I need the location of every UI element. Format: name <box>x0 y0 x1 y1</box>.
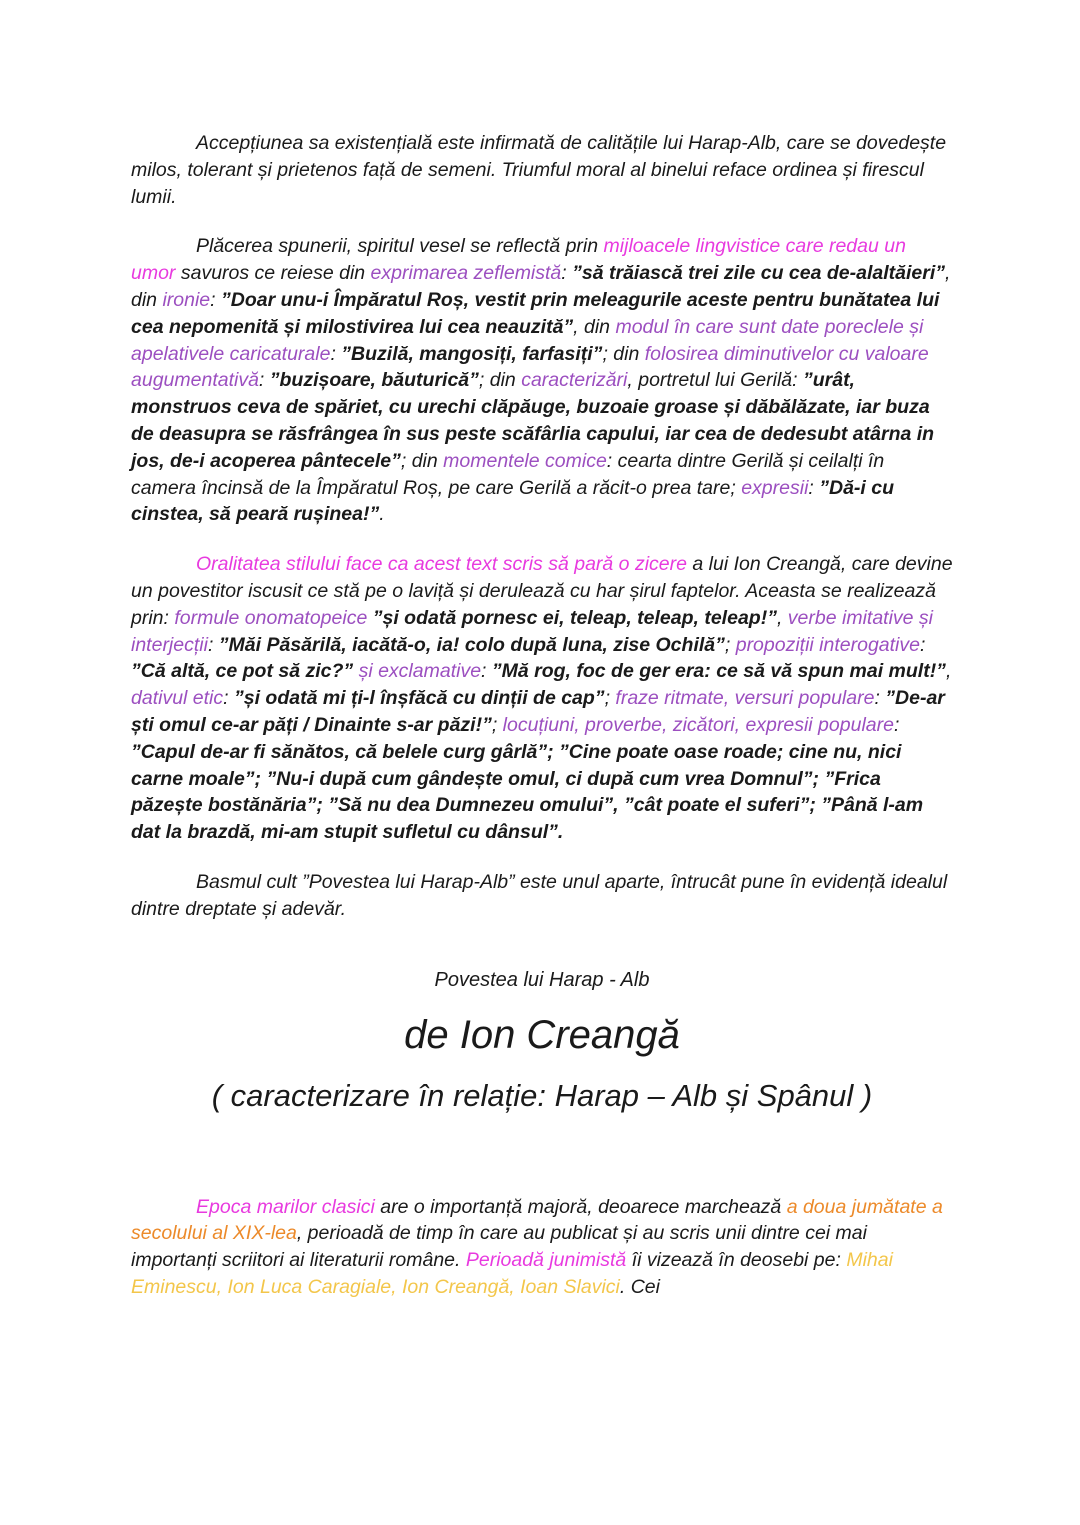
p3-run: a lui Ion Creangă, care devine un povestitor iscusit ce stă pe o laviță și derulează cu har șirul faptelor. Aceasta se realizează prin: <box>131 553 953 629</box>
p3-run: formule onomatopeice <box>174 606 368 629</box>
p3-run: locuțiuni, proverbe, zicători, expresii populare <box>502 713 894 736</box>
p2-run: , din <box>131 262 951 311</box>
p2-run: folosirea diminutivelor cu valoare augumentativă <box>131 342 929 392</box>
p3-run: : <box>920 633 926 656</box>
p2-run: ironie <box>162 288 211 311</box>
p3-run: ”și odată pornesc ei, teleap, teleap, teleap!” <box>372 606 777 629</box>
work-title: Povestea lui Harap - Alb <box>434 968 650 991</box>
p2-run: ”buzișoare, băuturică” <box>269 369 479 392</box>
p3-run: : <box>207 633 219 656</box>
p2-run: mijloacele lingvistice care redau un umor <box>131 235 906 285</box>
p3-run: Oralitatea stilului face ca acest text scris să pară o zicere <box>196 553 687 576</box>
p3-run: și exclamative <box>358 660 482 683</box>
p3-run: ”și odată mi ți-l înșfăcă cu dinții de cap” <box>233 687 605 710</box>
p3-run: : <box>223 687 234 710</box>
p5-run: îi vizează în deosebi pe: <box>626 1249 847 1272</box>
paragraph-5 <box>131 1194 953 1301</box>
p2-run: ”Doar unu-i Împăratul Roș, vestit prin meleagurile aceste pentru bunătatea lui cea nepomenită și milostivirea lui cea neauzită” <box>131 288 940 338</box>
paragraph-4 <box>131 869 953 923</box>
p2-run: ”Buzilă, mangosiți, farfasiți” <box>341 342 603 365</box>
p3-run: , <box>945 660 952 683</box>
p2-run: modul în care sunt date poreclele și apelativele caricaturale <box>131 315 924 365</box>
p2-run: caracterizări <box>521 369 628 392</box>
p2-run: momentele comice <box>443 449 607 472</box>
paragraph-3 <box>131 551 953 846</box>
p2-run: savuros ce reiese din <box>175 262 371 285</box>
p3-run: verbe imitative și interjecții <box>131 606 934 656</box>
p3-run: ”Mă rog, foc de ger era: ce să vă spun mai mult!” <box>491 660 946 683</box>
p3-run: dativul etic <box>131 687 224 710</box>
p3-run: : <box>874 687 886 710</box>
p2-run: , din <box>573 315 616 338</box>
p3-run: : <box>481 660 492 683</box>
p3-run: ; <box>724 633 736 656</box>
p2-run: Plăcerea spunerii, spiritul vesel se reflectă prin <box>196 235 604 258</box>
p3-run: ”Că altă, ce pot să zic?” <box>131 660 354 683</box>
p2-run: , portretul lui Gerilă: <box>627 369 803 392</box>
p2-run: . <box>379 503 385 526</box>
p2-run: exprimarea zeflemistă <box>370 262 562 285</box>
p2-run: : cearta dintre Gerilă și ceilalți în camera încinsă de la Împăratul Roș, pe care Gerilă a răcit-o prea tare; <box>131 449 885 499</box>
p2-run: ”Dă-i cu cinstea, să peară rușinea!” <box>131 476 895 526</box>
p1-run: Accepțiunea sa existențială este infirmată de calitățile lui Harap-Alb, care se dovedește milos, tolerant și prietenos față de semeni. Triumful moral al binelui reface ordinea și firescul lumii. <box>131 132 947 208</box>
p3-run: ”Măi Păsărilă, iacătă-o, ia! colo după luna, zise Ochilă” <box>218 633 725 656</box>
p3-run: propoziții interogative <box>735 633 920 656</box>
p2-run: ; din <box>478 369 522 392</box>
p2-run: ”urât, monstruos ceva de spăriet, cu urechi clăpăuge, buzoaie groase și dăbălăzate, iar buza de deasupra se răsfrângea în sus peste scăfârlia capului, iar cea de dedesubt atârna in jos, de-i acoperea pântecele” <box>131 369 935 472</box>
p5-run: , perioadă de timp în care au publicat și au scris unii dintre cei mai importanți scriitori ai literaturii române. <box>131 1222 867 1272</box>
p3-run: , <box>776 606 788 629</box>
p2-run: ”să trăiască trei zile cu cea de-alaltăieri” <box>572 262 945 285</box>
p5-run: . Cei <box>619 1275 660 1298</box>
p5-run: Epoca marilor clasici <box>196 1195 375 1218</box>
p3-run: ; <box>604 687 616 710</box>
p5-run: Perioadă junimistă <box>465 1249 627 1272</box>
paragraph-2 <box>131 233 953 528</box>
p3-run: fraze ritmate, versuri populare <box>615 687 875 710</box>
p4-run: Basmul cult ”Povestea lui Harap-Alb” este unul aparte, întrucât pune în evidență idealul dintre dreptate și adevăr. <box>131 870 948 920</box>
p2-run: : <box>808 476 820 499</box>
p3-run: ”De-ar ști omul ce-ar păți / Dinainte s-ar păzi!” <box>131 687 945 736</box>
p2-run: ; din <box>400 449 444 472</box>
subtitle: ( caracterizare în relație: Harap – Alb și Spânul ) <box>211 1077 873 1113</box>
document-page <box>131 130 953 1324</box>
p2-run: : <box>258 369 270 392</box>
p3-run: ; <box>491 713 503 736</box>
p3-run: : <box>893 713 900 736</box>
p2-run: ; din <box>602 342 645 365</box>
p2-run: : <box>330 342 342 365</box>
p3-run: ”Capul de-ar fi sănătos, că belele curg gârlă”; ”Cine poate oase roade; cine nu, nici carne moale”; ”Nu-i după cum gândește omul, ci după cum vrea Domnul”; ”Frica păzește bostănăria”; ”Să nu dea Dumnezeu omului”, ”cât poate el suferi”; ”Până l-am dat la brazdă, mi-am stupit sufletul cu dânsul”. <box>131 740 924 844</box>
p5-run: are o importanță majoră, deoarece marchează <box>374 1195 787 1218</box>
paragraph-1 <box>131 130 953 210</box>
p5-run: Mihai Eminescu, Ion Luca Caragiale, Ion Creangă, Ioan Slavici <box>131 1249 893 1298</box>
p2-run: : <box>561 262 573 285</box>
p2-run: expresii <box>741 476 809 499</box>
spacer <box>131 1116 953 1194</box>
author-heading: de Ion Creangă <box>404 1012 680 1057</box>
p2-run: : <box>210 288 221 311</box>
p5-run: a doua jumătate a secolului al XIX-lea <box>131 1195 943 1245</box>
